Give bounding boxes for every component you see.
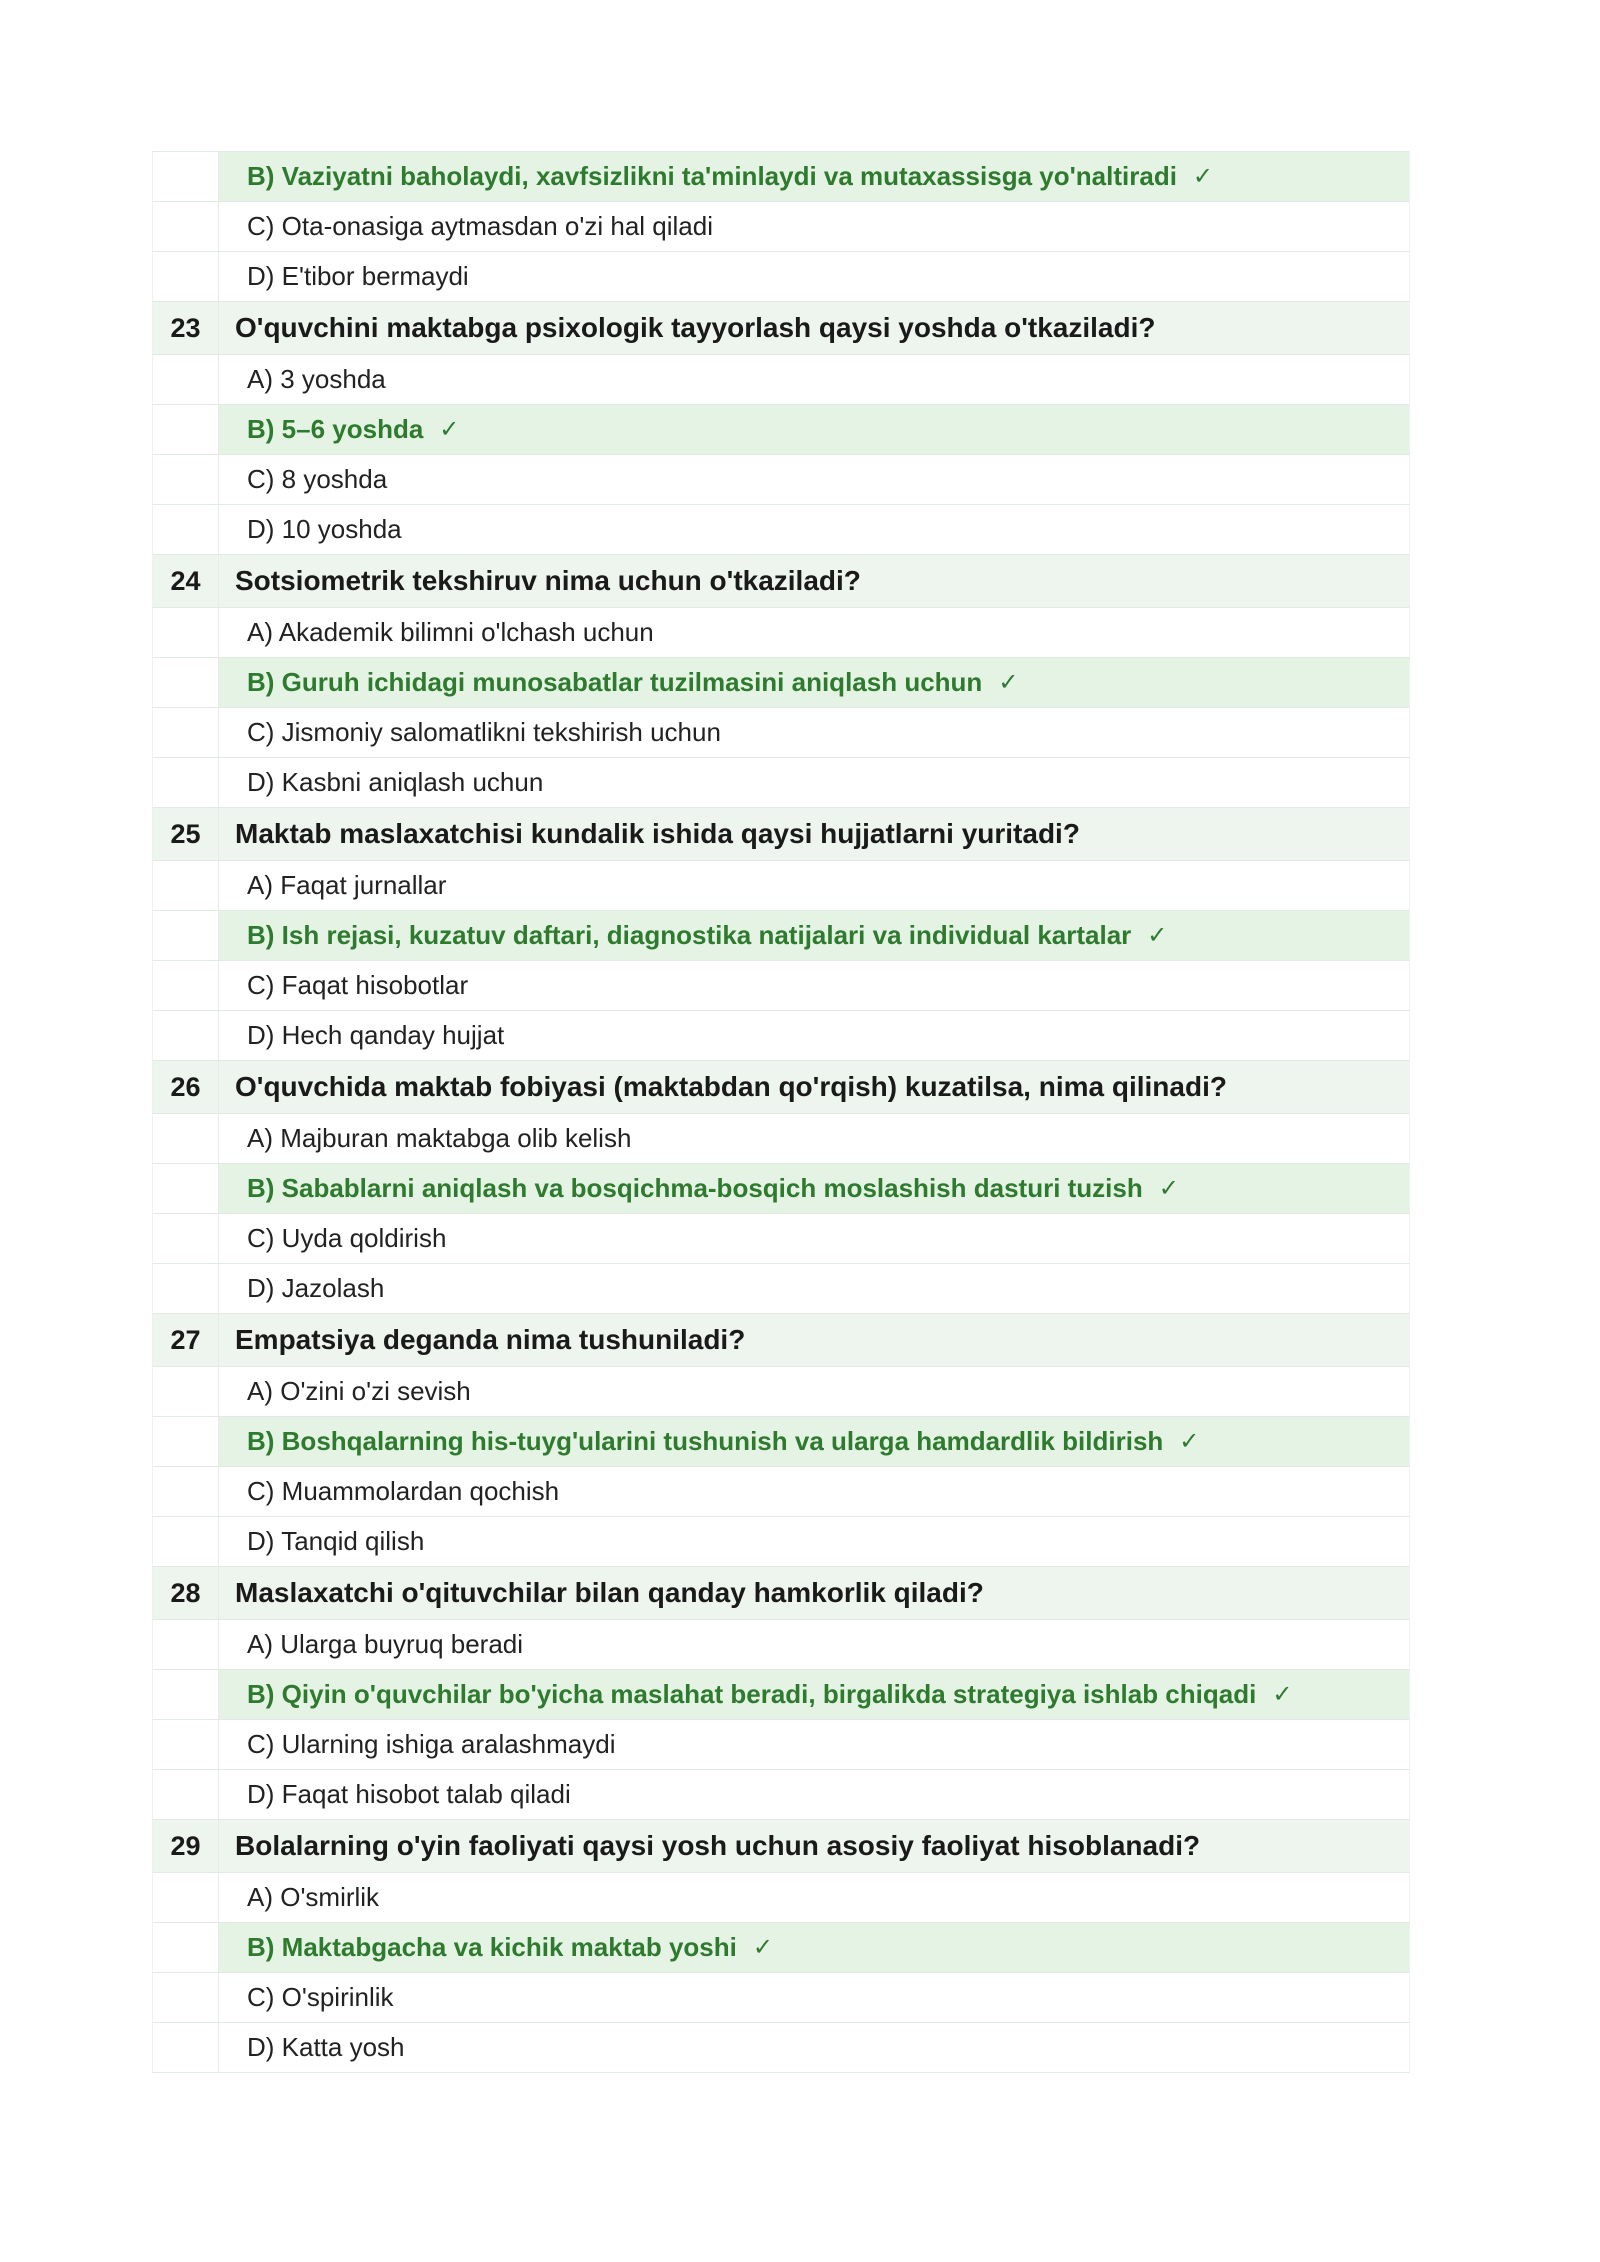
empty-number-cell: [153, 758, 219, 807]
empty-number-cell: [153, 1873, 219, 1922]
answer-option-row: [152, 355, 1410, 405]
correct-answer-row: [152, 405, 1410, 455]
question-row: [152, 1820, 1410, 1873]
answer-option-cell: [219, 252, 1409, 301]
empty-number-cell: [153, 455, 219, 504]
question-text: Empatsiya deganda nima tushuniladi?: [235, 1324, 746, 1355]
answer-option-row: [152, 505, 1410, 555]
answer-option-cell: [219, 2023, 1409, 2072]
question-row: [152, 1314, 1410, 1367]
answer-option-row: [152, 1264, 1410, 1314]
answer-option-text: B) Qiyin o'quvchilar bo'yicha maslahat beradi, birgalikda strategiya ishlab chiqadi: [247, 1679, 1257, 1709]
empty-number-cell: [153, 1973, 219, 2022]
answer-option-cell: [219, 1011, 1409, 1060]
correct-answer-row: [152, 1417, 1410, 1467]
empty-number-cell: [153, 1011, 219, 1060]
answer-option-text: D) 10 yoshda: [247, 514, 402, 544]
answer-option-cell: [219, 911, 1409, 960]
answer-option-text: D) Tanqid qilish: [247, 1526, 425, 1556]
correct-answer-row: [152, 911, 1410, 961]
answer-option-text: A) Ularga buyruq beradi: [247, 1629, 524, 1659]
answer-option-text: D) Jazolash: [247, 1273, 385, 1303]
answer-option-cell: [219, 608, 1409, 657]
answer-option-row: [152, 1720, 1410, 1770]
answer-option-cell: [219, 505, 1409, 554]
question-text: Bolalarning o'yin faoliyati qaysi yosh uchun asosiy faoliyat hisoblanadi?: [235, 1830, 1201, 1861]
question-text: Sotsiometrik tekshiruv nima uchun o'tkaziladi?: [235, 565, 861, 596]
check-icon: ✓: [1272, 1681, 1293, 1708]
empty-number-cell: [153, 1367, 219, 1416]
check-icon: ✓: [1147, 922, 1168, 949]
empty-number-cell: [153, 1720, 219, 1769]
empty-number-cell: [153, 1264, 219, 1313]
empty-number-cell: [153, 658, 219, 707]
answer-option-text: B) Vaziyatni baholaydi, xavfsizlikni ta'minlaydi va mutaxassisga yo'naltiradi: [247, 161, 1177, 191]
empty-number-cell: [153, 1417, 219, 1466]
empty-number-cell: [153, 1923, 219, 1972]
answer-option-text: D) E'tibor bermaydi: [247, 261, 469, 291]
empty-number-cell: [153, 505, 219, 554]
correct-answer-row: [152, 1670, 1410, 1720]
empty-number-cell: [153, 1670, 219, 1719]
answer-option-cell: [219, 1620, 1409, 1669]
answer-option-text: D) Faqat hisobot talab qiladi: [247, 1779, 571, 1809]
answer-option-row: [152, 708, 1410, 758]
answer-option-text: C) 8 yoshda: [247, 464, 388, 494]
empty-number-cell: [153, 152, 219, 201]
answer-option-text: C) Muammolardan qochish: [247, 1476, 560, 1506]
question-number: 23: [153, 302, 219, 354]
empty-number-cell: [153, 608, 219, 657]
answer-option-cell: [219, 152, 1409, 201]
empty-number-cell: [153, 1620, 219, 1669]
empty-number-cell: [153, 1517, 219, 1566]
answer-option-text: D) Hech qanday hujjat: [247, 1020, 505, 1050]
answer-option-text: A) Majburan maktabga olib kelish: [247, 1123, 632, 1153]
question-row: [152, 1061, 1410, 1114]
correct-answer-row: [152, 1923, 1410, 1973]
answer-option-text: A) Akademik bilimni o'lchash uchun: [247, 617, 654, 647]
answer-option-text: C) Ularning ishiga aralashmaydi: [247, 1729, 616, 1759]
answer-option-cell: [219, 708, 1409, 757]
answer-option-row: [152, 2023, 1410, 2073]
answer-option-row: [152, 861, 1410, 911]
answer-option-cell: [219, 455, 1409, 504]
check-icon: ✓: [439, 416, 460, 443]
answer-option-cell: [219, 1973, 1409, 2022]
question-number: 24: [153, 555, 219, 607]
empty-number-cell: [153, 405, 219, 454]
question-row: [152, 555, 1410, 608]
answer-option-cell: [219, 961, 1409, 1010]
answer-option-row: [152, 1973, 1410, 2023]
quiz-table: [152, 151, 1410, 2073]
answer-option-cell: [219, 1264, 1409, 1313]
answer-option-cell: [219, 1873, 1409, 1922]
answer-option-row: [152, 252, 1410, 302]
question-number: 25: [153, 808, 219, 860]
empty-number-cell: [153, 911, 219, 960]
correct-answer-row: [152, 658, 1410, 708]
answer-option-text: A) Faqat jurnallar: [247, 870, 447, 900]
answer-option-cell: [219, 861, 1409, 910]
answer-option-row: [152, 758, 1410, 808]
answer-option-cell: [219, 1367, 1409, 1416]
question-text: O'quvchini maktabga psixologik tayyorlash qaysi yoshda o'tkaziladi?: [235, 312, 1156, 343]
answer-option-text: C) Jismoniy salomatlikni tekshirish uchun: [247, 717, 721, 747]
answer-option-cell: [219, 202, 1409, 251]
answer-option-row: [152, 961, 1410, 1011]
answer-option-text: B) Sabablarni aniqlash va bosqichma-bosqich moslashish dasturi tuzish: [247, 1173, 1143, 1203]
answer-option-text: A) O'zini o'zi sevish: [247, 1376, 471, 1406]
empty-number-cell: [153, 1770, 219, 1819]
answer-option-text: B) Maktabgacha va kichik maktab yoshi: [247, 1932, 737, 1962]
answer-option-cell: [219, 1670, 1409, 1719]
correct-answer-row: [152, 152, 1410, 202]
answer-option-text: A) O'smirlik: [247, 1882, 380, 1912]
answer-option-row: [152, 1620, 1410, 1670]
answer-option-row: [152, 1367, 1410, 1417]
answer-option-row: [152, 1873, 1410, 1923]
answer-option-cell: [219, 405, 1409, 454]
check-icon: ✓: [1158, 1175, 1179, 1202]
check-icon: ✓: [1192, 163, 1214, 190]
question-number: 28: [153, 1567, 219, 1619]
question-number: 26: [153, 1061, 219, 1113]
answer-option-text: C) Ota-onasiga aytmasdan o'zi hal qiladi: [247, 211, 713, 241]
answer-option-cell: [219, 1770, 1409, 1819]
check-icon: ✓: [1179, 1428, 1200, 1455]
check-icon: ✓: [998, 669, 1019, 696]
question-number: 27: [153, 1314, 219, 1366]
answer-option-cell: [219, 758, 1409, 807]
answer-option-text: C) Faqat hisobotlar: [247, 970, 469, 1000]
answer-option-cell: [219, 1923, 1409, 1972]
answer-option-cell: [219, 1214, 1409, 1263]
question-text: O'quvchida maktab fobiyasi (maktabdan qo'rqish) kuzatilsa, nima qilinadi?: [235, 1071, 1227, 1102]
question-number: 29: [153, 1820, 219, 1872]
answer-option-row: [152, 1214, 1410, 1264]
answer-option-text: B) Boshqalarning his-tuyg'ularini tushunish va ularga hamdardlik bildirish: [247, 1426, 1164, 1456]
empty-number-cell: [153, 1467, 219, 1516]
empty-number-cell: [153, 861, 219, 910]
check-icon: ✓: [752, 1934, 773, 1961]
answer-option-cell: [219, 1720, 1409, 1769]
answer-option-row: [152, 202, 1410, 252]
question-row: [152, 1567, 1410, 1620]
answer-option-text: D) Kasbni aniqlash uchun: [247, 767, 544, 797]
correct-answer-row: [152, 1164, 1410, 1214]
question-text: Maktab maslaxatchisi kundalik ishida qaysi hujjatlarni yuritadi?: [235, 818, 1080, 849]
empty-number-cell: [153, 708, 219, 757]
empty-number-cell: [153, 1114, 219, 1163]
answer-option-row: [152, 1011, 1410, 1061]
answer-option-cell: [219, 1467, 1409, 1516]
answer-option-cell: [219, 1114, 1409, 1163]
answer-option-cell: [219, 355, 1409, 404]
answer-option-cell: [219, 658, 1409, 707]
answer-option-text: A) 3 yoshda: [247, 364, 386, 394]
answer-option-cell: [219, 1164, 1409, 1213]
empty-number-cell: [153, 2023, 219, 2072]
answer-option-row: [152, 455, 1410, 505]
answer-option-row: [152, 1467, 1410, 1517]
answer-option-text: C) O'spirinlik: [247, 1982, 394, 2012]
empty-number-cell: [153, 355, 219, 404]
empty-number-cell: [153, 1164, 219, 1213]
answer-option-row: [152, 1517, 1410, 1567]
answer-option-row: [152, 1770, 1410, 1820]
answer-option-row: [152, 608, 1410, 658]
answer-option-text: B) Guruh ichidagi munosabatlar tuzilmasini aniqlash uchun: [247, 667, 983, 697]
question-row: [152, 302, 1410, 355]
answer-option-text: D) Katta yosh: [247, 2032, 405, 2062]
answer-option-text: B) Ish rejasi, kuzatuv daftari, diagnostika natijalari va individual kartalar: [247, 920, 1132, 950]
answer-option-text: C) Uyda qoldirish: [247, 1223, 447, 1253]
empty-number-cell: [153, 961, 219, 1010]
empty-number-cell: [153, 202, 219, 251]
question-row: [152, 808, 1410, 861]
answer-option-cell: [219, 1417, 1409, 1466]
empty-number-cell: [153, 252, 219, 301]
question-text: Maslaxatchi o'qituvchilar bilan qanday hamkorlik qiladi?: [235, 1577, 984, 1608]
empty-number-cell: [153, 1214, 219, 1263]
answer-option-cell: [219, 1517, 1409, 1566]
answer-option-text: B) 5–6 yoshda: [247, 414, 424, 444]
answer-option-row: [152, 1114, 1410, 1164]
